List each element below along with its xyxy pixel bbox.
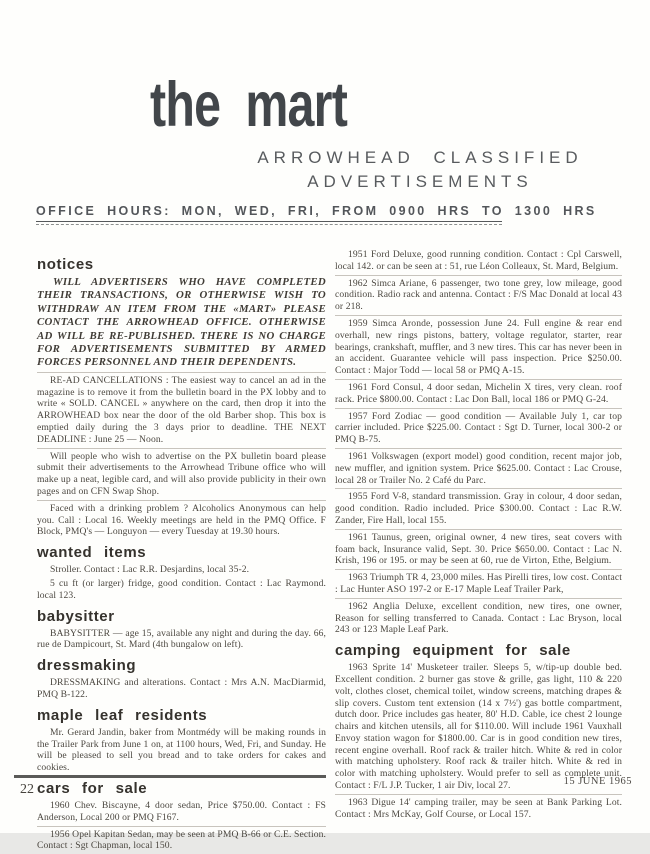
page-number: 22: [20, 782, 34, 797]
ad-item: 1960 Chev. Biscayne, 4 door sedan, Price $750.00. Contact : FS Anderson, Local 200 or PMQ F167.: [37, 799, 326, 823]
ad-item: 1961 Ford Consul, 4 door sedan, Michelin X tires, very clean. roof rack. Price $800.00. Contact : Lac Don Ball, local 186 or PMQ G-24.: [335, 379, 622, 406]
ad-item: Faced with a drinking problem ? Alcoholics Anonymous can help you. Call : Local 16. Weekly meetings are held in the PMQ Office. F Block, PMQ's — Longuyon — every Tuesday at 19.30 hours.: [37, 500, 326, 538]
ad-item: 1951 Ford Deluxe, good running condition. Contact : Cpl Carswell, local 142. or can be seen at : 51, rue Léon Colleaux, St. Mard, Belgium.: [335, 249, 622, 272]
classified-section: [335, 249, 622, 636]
section-heading: maple leaf residents: [37, 706, 208, 724]
ad-item: RE-AD CANCELLATIONS : The easiest way to cancel an ad in the magazine is to remove it from the bulletin board in the PX lobby and to write « SOLD. CANCEL » anywhere on the card, then drop it into the ARROWHEAD box near the door of the old Barber shop. This box is emptied daily during the 3 days prior to deadline. THE NEXT DEADLINE : June 25 — Noon.: [37, 372, 326, 446]
ad-item: 1959 Simca Aronde, possession June 24. Full engine & rear end overhall, new rings pistons, battery, voltage regulator, starter, rear bearings, crankshaft, muffler, and 3 new tires. This car has never been in an accident. Guarantee vehicle will pass inspection. Price $250.00. Contact : Major Todd — local 58 or PMQ A-15.: [335, 315, 622, 377]
ad-item: 1963 Digue 14' camping trailer, may be seen at Bank Parking Lot. Contact : Mrs McKay, Golf Course, or Local 157.: [335, 794, 622, 821]
classified-section: [37, 256, 326, 538]
classified-section: [37, 608, 326, 652]
footer-rule: [14, 775, 326, 778]
ad-item: 1956 Opel Kapitan Sedan, may be seen at PMQ B-66 or C.E. Section. Contact : Sgt Chapman, local 150.: [37, 826, 326, 853]
ad-item: Mr. Gerard Jandin, baker from Montmédy will be making rounds in the Trailer Park from June 1 on, at 1100 hours, Wed, Fri, and Sunday. He will be pleased to sell you bread and to take orders for cakes and cookies.: [37, 726, 326, 774]
ad-item: 1963 Triumph TR 4, 23,000 miles. Has Pirelli tires, low cost. Contact : Lac Hunter ASO 197-2 or E-17 Maple Leaf Trailer Park,: [335, 569, 622, 596]
section-heading: babysitter: [37, 607, 115, 625]
section-heading: dressmaking: [37, 657, 137, 675]
ad-item: 1955 Ford V-8, standard transmission. Gray in colour, 4 door sedan, good condition. Radio included. Price $300.00. Contact : Lac R.W. Zander, Fire Hall, local 155.: [335, 488, 622, 526]
ad-item: 1961 Volkswagen (export model) good condition, recent major job, new muffler, and ignition system. Price $625.00. Contact : Lac Crouse, local 28 or Trailer No. 2 Café du Parc.: [335, 448, 622, 486]
masthead-title: the mart: [150, 69, 348, 141]
section-heading: cars for sale: [37, 779, 148, 797]
classified-section: [37, 544, 326, 601]
subtitle-line-2: ADVERTISEMENTS: [307, 172, 533, 191]
ad-item: 1961 Taunus, green, original owner, 4 new tires, seat covers with foam back, Insurance valid, Sept. 30. Price $650.00. Contact : Lac N. Krish, 196 or 195. or may be seen at 60, rue de Virton, Ethe, Belgium.: [335, 529, 622, 567]
classified-section: [37, 657, 326, 701]
section-heading: camping equipment for sale: [335, 642, 571, 660]
section-heading: notices: [37, 256, 94, 273]
ad-item: 1957 Ford Zodiac — good condition — Available July 1, car top carrier included. Price $225.00. Contact : Sgt D. Turner, local 300-2 or PMQ B-75.: [335, 408, 622, 446]
left-column: [37, 256, 326, 854]
classified-section: [37, 707, 326, 774]
ad-item: 1962 Simca Ariane, 6 passenger, two tone grey, low mileage, good condition. Radio rack and antenna. Contact : F/S Mac Donald at local 43 or 218.: [335, 275, 622, 313]
classified-subtitle: [250, 146, 590, 194]
classified-section: [335, 642, 622, 820]
classified-section: [37, 780, 326, 852]
ad-item: Stroller. Contact : Lac R.R. Desjardins, local 35-2.: [50, 564, 250, 576]
right-column: [335, 249, 622, 822]
section-heading: wanted items: [37, 544, 147, 562]
ad-item: WILL ADVERTISERS WHO HAVE COMPLETED THEIR TRANSACTIONS, OR OTHERWISE WISH TO WITHDRAW AN ITEM FROM THE «MART» PLEASE CONTACT THE ARROWHEAD OFFICE. OTHERWISE AD WILL BE RE-PUBLISHED. THERE IS NO CHARGE FOR ADVERTISEMENTS SUBMITTED BY ARMED FORCES PERSONNEL AND THEIR DEPENDENTS.: [37, 276, 326, 369]
issue-date: 15 JUNE 1965: [563, 776, 632, 787]
ad-item: DRESSMAKING and alterations. Contact : Mrs A.N. MacDiarmid, PMQ B-122.: [37, 677, 326, 700]
ad-item: Will people who wish to advertise on the PX bulletin board please submit their advertisements to the Arrowhead Tribune office who will make up a neat, legible card, and will also provide publicity in their own pages and on CFN Swap Shop.: [37, 448, 326, 498]
ad-item: 1962 Anglia Deluxe, excellent condition, new tires, one owner, Reason for selling transferred to Canada. Contact : Lac Bryson, local 243 or 123 Maple Leaf Park.: [335, 598, 622, 636]
ad-item: 5 cu ft (or larger) fridge, good condition. Contact : Lac Raymond. local 123.: [37, 578, 326, 601]
subtitle-line-1: ARROWHEAD CLASSIFIED: [257, 148, 583, 167]
office-hours-banner: OFFICE HOURS: MON, WED, FRI, FROM 0900 HRS TO 1300 HRS: [36, 204, 502, 222]
ad-item: BABYSITTER — age 15, available any night and during the day. 66, rue de Dampicourt, St. Mard (4th bungalow on left).: [37, 627, 326, 651]
ad-item: 1963 Sprite 14' Musketeer trailer. Sleeps 5, w/tip-up double bed. Excellent condition. 2 burner gas stove & grille, gas light, 110 & 220 volt, clothes closet, chemical toilet, window screens, matching drapes & slip covers. Custom tent extension (14 x 7½') gas bottle compartment, dutch door. Price includes gas heater, 80' H.D. Cable, ice chest 2 lounge chairs and kitchen utensils, all for $110.00. Will include 1961 Vauxhall Envoy station wagon for $1800.00. Car is in good condition new tires, recent engine overhall. Roof rack & trailer hitch. White & red in color with matching upholstery. Roof rack & trailer hitch. White & red in color with matching upholstery. Would prefer to sell as complete unit. Contact : F/L J.P. Tucker, 1 air Div, local 27.: [335, 662, 622, 792]
